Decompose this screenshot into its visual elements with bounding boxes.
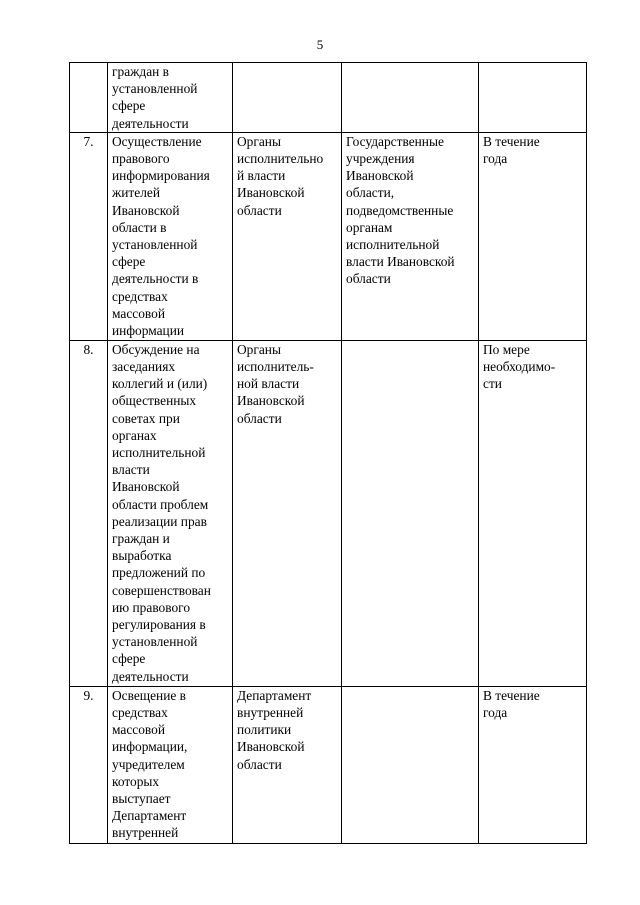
cell-text-line: Государственные bbox=[346, 133, 444, 149]
cell-text-line: исполнительной bbox=[346, 237, 440, 253]
cell-text-line: органах bbox=[112, 427, 157, 443]
table-row bbox=[70, 132, 587, 340]
cell-text-line: Обсуждение на bbox=[112, 341, 200, 357]
cell-text-line: исполнительной bbox=[112, 445, 206, 461]
term-cell bbox=[479, 63, 587, 133]
cell-text-line: учредителем bbox=[112, 756, 185, 772]
cell-text-line: жителей bbox=[112, 185, 161, 201]
cell-text-line: Органы bbox=[237, 133, 281, 149]
cell-text-line: й власти bbox=[237, 168, 286, 184]
table-row bbox=[70, 686, 587, 843]
cell-text-line: информации, bbox=[112, 739, 188, 755]
cell-text-line: необходимо- bbox=[483, 359, 556, 375]
cell-text-line: области bbox=[237, 756, 282, 772]
cell-text-line: внутренней bbox=[112, 825, 179, 841]
cell-text-line: информирования bbox=[112, 168, 210, 184]
cell-text-line: Ивановской bbox=[237, 739, 305, 755]
cell-text-line: По мере bbox=[483, 341, 530, 357]
cell-text-line: области проблем bbox=[112, 496, 209, 512]
cell-text-line: которых bbox=[112, 773, 160, 789]
cell-text-line: года bbox=[483, 151, 508, 167]
cell-text-line: Департамент bbox=[112, 808, 187, 824]
cell-text-line: Ивановской bbox=[237, 185, 305, 201]
cell-text-line: предложений по bbox=[112, 565, 206, 581]
cell-text-line: массовой bbox=[112, 722, 166, 738]
cell-text-line: регулирования в bbox=[112, 617, 206, 633]
cell-text-line: Осуществление bbox=[112, 133, 202, 149]
cell-text-line: Департамент bbox=[237, 687, 312, 703]
executor-cell bbox=[233, 63, 342, 133]
cell-text-line: граждан и bbox=[112, 531, 170, 547]
cell-text-line: Ивановской bbox=[237, 393, 305, 409]
cell-text-line: заседаниях bbox=[112, 359, 176, 375]
cell-text-line: В течение bbox=[483, 687, 540, 703]
activity-cell bbox=[108, 340, 233, 686]
term-cell bbox=[479, 132, 587, 340]
cell-text-line: исполнительно bbox=[237, 151, 324, 167]
cell-text-line: ию правового bbox=[112, 599, 191, 615]
cell-text-line: учреждения bbox=[346, 151, 415, 167]
cell-text-line: области bbox=[237, 202, 282, 218]
cell-text-line: совершенствован bbox=[112, 582, 211, 598]
cell-text-line: власти bbox=[112, 462, 150, 478]
cell-text-line: исполнитель- bbox=[237, 359, 314, 375]
cell-text-line: Ивановской bbox=[346, 168, 414, 184]
coexecutor-cell bbox=[342, 686, 479, 843]
cell-text-line: деятельности bbox=[112, 668, 189, 684]
cell-text-line: области в bbox=[112, 219, 167, 235]
cell-text-line: области bbox=[346, 271, 391, 287]
cell-text-line: правового bbox=[112, 151, 170, 167]
cell-text-line: средствах bbox=[112, 288, 168, 304]
cell-text-line: Освещение в bbox=[112, 687, 187, 703]
cell-text-line: ной власти bbox=[237, 376, 300, 392]
cell-text-line: внутренней bbox=[237, 705, 304, 721]
cell-text-line: органам bbox=[346, 219, 393, 235]
cell-text-line: общественных bbox=[112, 393, 197, 409]
cell-text-line: области, bbox=[346, 185, 395, 201]
cell-text-line: установленной bbox=[112, 237, 198, 253]
cell-text-line: политики bbox=[237, 722, 292, 738]
row-number-cell bbox=[70, 63, 108, 133]
cell-text-line: выработка bbox=[112, 548, 172, 564]
cell-text-line: области bbox=[237, 410, 282, 426]
cell-text-line: реализации прав bbox=[112, 513, 207, 529]
cell-text-line: сфере bbox=[112, 651, 146, 667]
page-number: 5 bbox=[316, 37, 324, 52]
term-cell bbox=[479, 686, 587, 843]
coexecutor-cell bbox=[342, 340, 479, 686]
cell-text-line: граждан в bbox=[112, 64, 169, 79]
cell-text-line: сфере bbox=[112, 254, 146, 270]
coexecutor-cell bbox=[342, 63, 479, 133]
coexecutor-cell bbox=[342, 132, 479, 340]
cell-text-line: власти Ивановской bbox=[346, 254, 455, 270]
executor-cell bbox=[233, 686, 342, 843]
term-cell bbox=[479, 340, 587, 686]
cell-text-line: выступает bbox=[112, 791, 171, 807]
cell-text-line: Ивановской bbox=[112, 202, 180, 218]
activity-cell bbox=[108, 686, 233, 843]
cell-text-line: установленной bbox=[112, 81, 198, 97]
row-number-cell: 7. bbox=[70, 132, 108, 340]
row-number-cell: 8. bbox=[70, 340, 108, 686]
row-number-cell: 9. bbox=[70, 686, 108, 843]
cell-text-line: подведомственные bbox=[346, 202, 454, 218]
executor-cell bbox=[233, 340, 342, 686]
table-row bbox=[70, 63, 587, 133]
cell-text-line: сфере bbox=[112, 98, 146, 114]
cell-text-line: В течение bbox=[483, 133, 540, 149]
cell-text-line: Органы bbox=[237, 341, 281, 357]
cell-text-line: сти bbox=[483, 376, 502, 392]
cell-text-line: деятельности в bbox=[112, 271, 199, 287]
cell-text-line: установленной bbox=[112, 634, 198, 650]
cell-text-line: года bbox=[483, 705, 508, 721]
cell-text-line: Ивановской bbox=[112, 479, 180, 495]
table-row bbox=[70, 340, 587, 686]
cell-text-line: информации bbox=[112, 323, 185, 339]
cell-text-line: коллегий и (или) bbox=[112, 376, 208, 392]
activity-cell bbox=[108, 132, 233, 340]
cell-text-line: деятельности bbox=[112, 115, 189, 131]
activity-cell bbox=[108, 63, 233, 133]
measures-table bbox=[69, 62, 587, 844]
cell-text-line: советах при bbox=[112, 410, 180, 426]
cell-text-line: массовой bbox=[112, 305, 166, 321]
executor-cell bbox=[233, 132, 342, 340]
cell-text-line: средствах bbox=[112, 705, 168, 721]
